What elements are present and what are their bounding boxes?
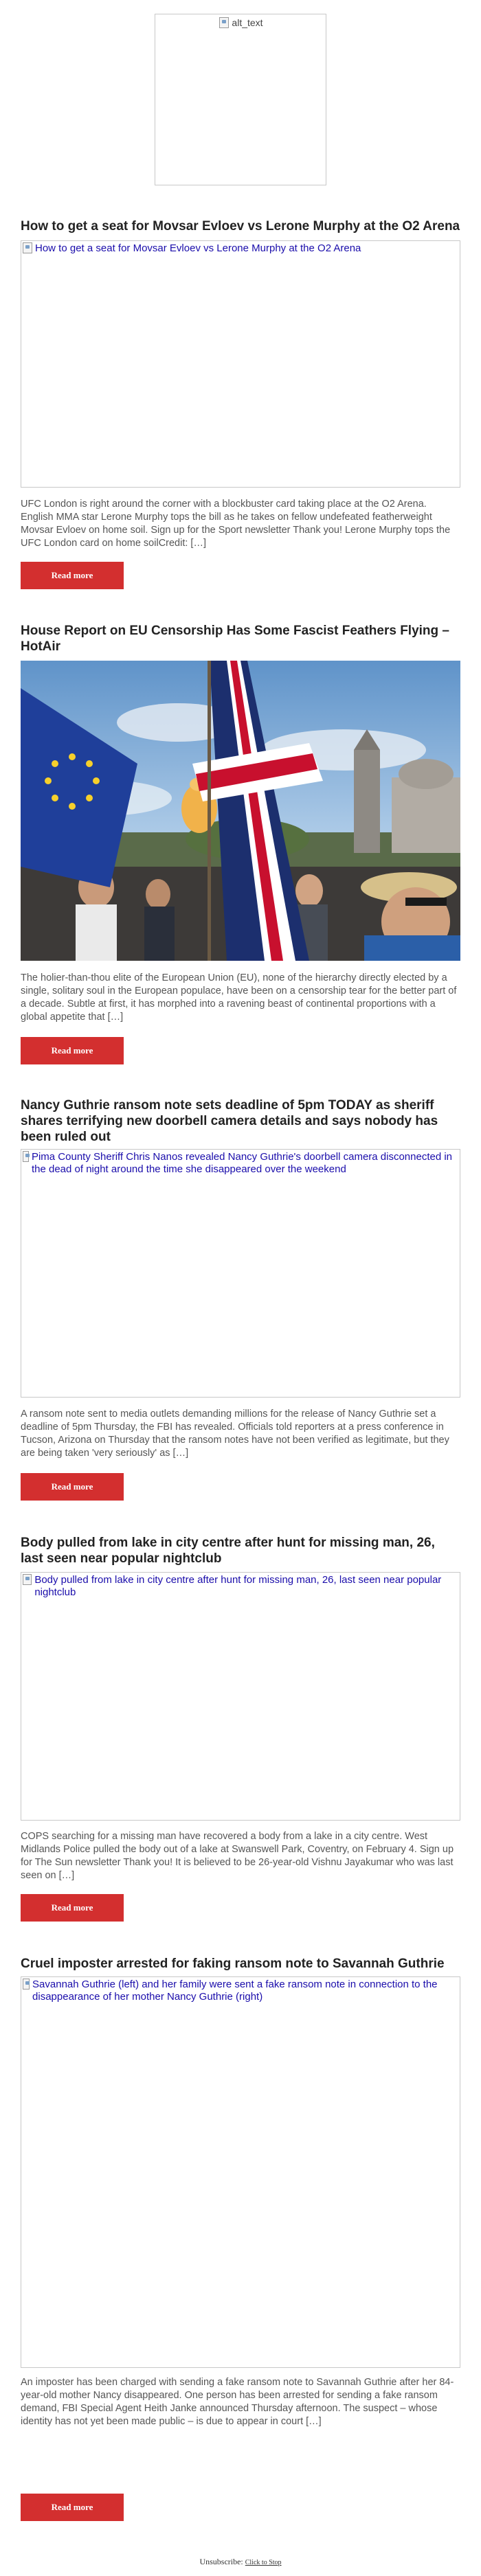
article-title[interactable]: Cruel imposter arrested for faking ransom note to Savannah Guthrie (21, 1957, 445, 1971)
article-excerpt: COPS searching for a missing man have recovered a body from a lake in a city centre. West Midlands Police pulled the body out of a lake at Swanswell Park, Coventry, on February 4. Sign up for The Sun newsletter Thank you! It is believed to be 26-year-old Vishnu Jayakumar who was last seen on […] (21, 1831, 454, 1881)
header-logo-image (155, 14, 326, 185)
article-image-alt: How to get a seat for Movsar Evloev vs Lerone Murphy at the O2 Arena (35, 242, 361, 254)
footer (0, 2557, 481, 2567)
read-more-button[interactable]: Read more (21, 1894, 124, 1922)
broken-image-icon (23, 1574, 32, 1585)
article-image-alt: Savannah Guthrie (left) and her family were sent a fake ransom note in connection to the disappearance of her mother Nancy Guthrie (right) (32, 1979, 438, 2003)
article-excerpt: A ransom note sent to media outlets demanding millions for the release of Nancy Guthrie set a deadline of 5pm Thursday, the FBI has revealed. Officials told reporters at a press conference in Tucson, Arizona on Thursday that the ransom notes have not been verified as legitimate, but they are being taken 'very seriously' as […] (21, 1409, 449, 1459)
protest-flags-photo (21, 661, 460, 961)
unsubscribe-label: Unsubscribe: (199, 2557, 243, 2566)
article-title[interactable]: Body pulled from lake in city centre after hunt for missing man, 26, last seen near popular nightclub (21, 1536, 435, 1566)
article-title[interactable]: House Report on EU Censorship Has Some Fascist Feathers Flying – HotAir (21, 624, 449, 654)
article-title[interactable]: How to get a seat for Movsar Evloev vs Lerone Murphy at the O2 Arena (21, 219, 460, 233)
article-excerpt: The holier-than-thou elite of the European Union (EU), none of the hierarchy directly elected by a single, solitary soul in the European populace, have been on a censorship tear for the better part of a decade. Subtle at first, it has morphed into a ravening beast of continental proportions with a global appetite that […] (21, 972, 457, 1023)
article-excerpt: UFC London is right around the corner with a blockbuster card taking place at the O2 Arena. English MMA star Lerone Murphy tops the bill as he takes on fellow undefeated featherweight Movsar Evloev on home soil. Sign up for the Sport newsletter Thank you! Lerone Murphy tops the UFC London card on home soilCredit: […] (21, 499, 451, 549)
article-image[interactable] (21, 1149, 460, 1398)
article-image[interactable] (21, 240, 460, 488)
article-title[interactable]: Nancy Guthrie ransom note sets deadline of 5pm TODAY as sheriff shares terrifying new doorbell camera details and says nobody has been ruled out (21, 1098, 438, 1144)
read-more-button[interactable]: Read more (21, 2494, 124, 2521)
read-more-button[interactable]: Read more (21, 1037, 124, 1064)
article-image-alt: Pima County Sheriff Chris Nanos revealed Nancy Guthrie's doorbell camera disconnected in the dead of night around the time she disappeared over the weekend (31, 1151, 453, 1175)
article-image[interactable] (21, 1572, 460, 1821)
article-card (21, 1097, 460, 1492)
logo-alt-text: alt_text (232, 17, 263, 28)
article-card (21, 1535, 460, 1913)
broken-image-icon (23, 1979, 30, 1990)
article-card (21, 218, 460, 580)
article-image[interactable] (21, 1976, 460, 2368)
unsubscribe-link[interactable]: Click to Stop (245, 2559, 282, 2566)
article-excerpt: An imposter has been charged with sending a fake ransom note to Savannah Guthrie after her 84-year-old mother Nancy disappeared. One person has been arrested for sending a fake ransom demand, FBI Special Agent Heith Janke announced Thursday afternoon. The suspect – whose identity has not yet been made public – is due to appear in court […] (21, 2377, 454, 2427)
broken-image-icon (23, 242, 32, 253)
broken-image-icon (23, 1151, 29, 1162)
article-image[interactable] (21, 661, 460, 961)
article-card (21, 623, 460, 1056)
broken-image-icon (219, 17, 229, 28)
article-card (21, 1956, 460, 2512)
read-more-button[interactable]: Read more (21, 1473, 124, 1501)
read-more-button[interactable]: Read more (21, 562, 124, 589)
article-image-alt: Body pulled from lake in city centre after hunt for missing man, 26, last seen near popular nightclub (34, 1574, 442, 1598)
